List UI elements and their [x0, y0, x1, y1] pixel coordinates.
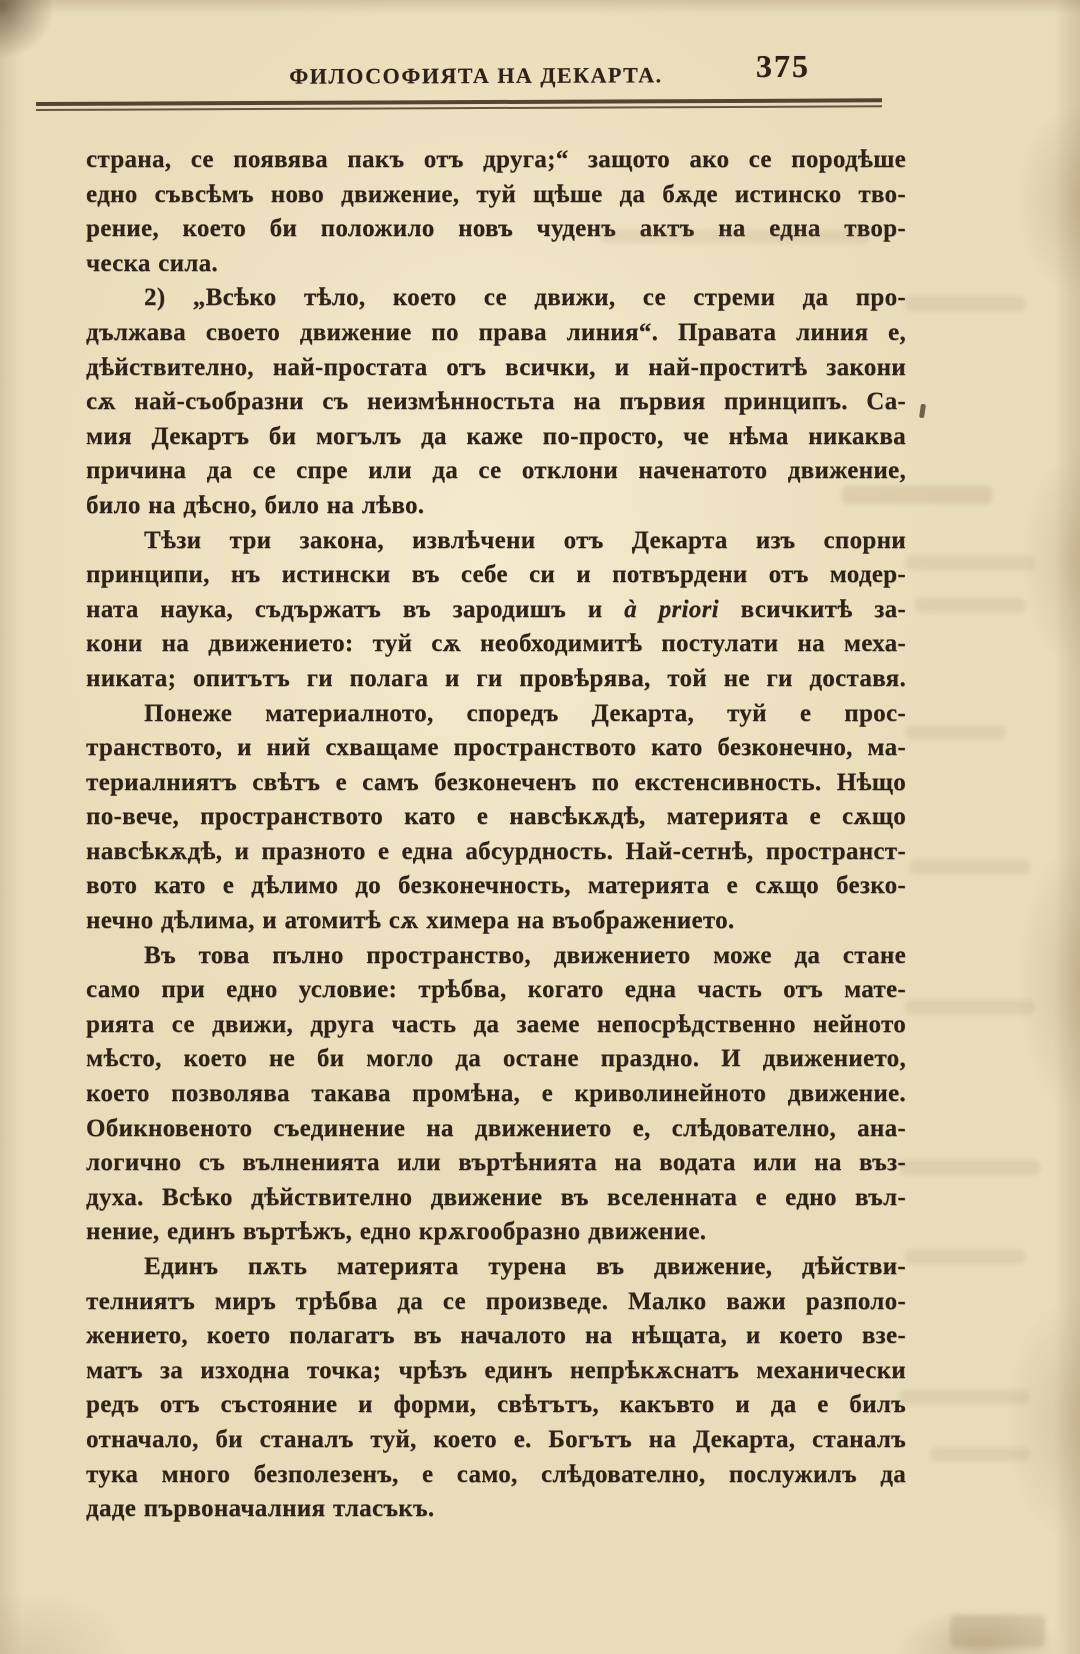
paragraph-6: [86, 1250, 906, 1527]
text-line: рията се движи, друга часть да заеме непосрѣдственно нейното: [86, 1010, 906, 1038]
text-line: дѣйствително, най-простата отъ всички, и най-проститѣ закони: [86, 353, 906, 381]
latin-phrase: à priori: [624, 595, 719, 623]
header-divider-rule: [36, 98, 882, 111]
ink-bleedthrough: [930, 1448, 1030, 1461]
text-line: мия Декартъ би могълъ да каже по-просто, че нѣма никаква: [86, 422, 906, 450]
paragraph-4: [86, 697, 906, 939]
text-line: Понеже материалното, споредъ Декарта, туй е прос-: [144, 699, 906, 727]
text-line: даде първоначалния тласъкъ.: [86, 1495, 435, 1523]
text-line: Въ това пълно пространство, движението може да стане: [144, 941, 906, 969]
text-line: кони на движението: туй сѫ необходимитѣ постулати на меха-: [86, 630, 906, 658]
paragraph-3: [86, 524, 906, 697]
text-line: сѫ най-съобразни съ неизмѣнностьта на първия принципъ. Са-: [86, 388, 906, 416]
ink-bleedthrough: [905, 296, 1025, 311]
text-line: териалниятъ свѣтъ е самъ безконеченъ по екстенсивность. Нѣщо: [86, 768, 906, 796]
text-line: едно съвсѣмъ ново движение, туй щѣше да бѫде истинско тво-: [86, 180, 906, 208]
text-line: телниятъ миръ трѣбва да се произведе. Малко важи разполо-: [86, 1287, 906, 1315]
text-line: само при едно условие: трѣбва, когато една часть отъ мате-: [86, 976, 906, 1004]
ink-bleedthrough: [905, 1000, 1035, 1014]
text-segment: ната наука, съдържатъ въ зародишъ и: [86, 595, 603, 623]
text-line: отначало, би станалъ туй, което е. Богътъ на Декарта, станалъ: [86, 1425, 906, 1453]
text-line: нение, единъ въртѣжъ, едно крѫгообразно движение.: [86, 1218, 707, 1246]
ink-bleedthrough: [910, 860, 1030, 874]
running-head-title: ФИЛОСОФИЯТА НА ДЕКАРТА.: [289, 62, 663, 89]
text-line: вото като е дѣлимо до безконечность, материята е сѫщо безко-: [86, 872, 906, 900]
text-line: никата; опитътъ ги полага и ги провѣрява, той не ги доставя.: [86, 664, 906, 692]
ink-bleedthrough: [900, 1160, 1040, 1175]
text-line-with-latin: [86, 593, 906, 628]
ink-bleedthrough: [900, 1390, 1030, 1404]
text-line: Тѣзи три закона, извлѣчени отъ Декарта изъ спорни: [144, 526, 906, 554]
ink-bleedthrough: [905, 726, 1005, 739]
text-line: Единъ пѫть материята турена въ движение, дѣйстви-: [144, 1253, 906, 1280]
text-line: причина да се спре или да се отклони наченатото движение,: [86, 457, 906, 485]
text-line: тука много безполезенъ, е само, слѣдователно, послужилъ да: [86, 1460, 906, 1488]
ink-bleedthrough: [905, 556, 1035, 570]
text-line: което позволява такава промѣна, е криволинейното движение.: [86, 1080, 906, 1108]
text-line: нечно дѣлима, и атомитѣ сѫ химера на въображението.: [86, 907, 735, 935]
text-line: страна, се появява пакъ отъ друга;“ защото ако се породѣше: [86, 146, 906, 173]
text-line: дължава своето движение по права линия“. Правата линия е,: [86, 318, 906, 346]
text-line: ческа сила.: [86, 249, 218, 277]
text-line: навсѣкѫдѣ, и празното е една абсурдность. Най-сетнѣ, пространст-: [86, 837, 906, 865]
text-line: матъ за изходна точка; чрѣзъ единъ непрѣкѫснатъ механически: [86, 1356, 906, 1384]
text-line: мѣсто, което не би могло да остане праздно. И движението,: [86, 1045, 906, 1073]
text-line: логично съ вълненията или въртѣнията на водата или на въз-: [86, 1149, 906, 1177]
text-line: редъ отъ състояние и форми, свѣтътъ, какъвто и да е билъ: [86, 1391, 906, 1419]
page-number: 375: [756, 48, 810, 84]
text-line: 2) „Всѣко тѣло, което се движи, се стреми да про-: [144, 284, 906, 312]
text-line: рение, което би положило новъ чуденъ актъ на една твор-: [86, 215, 906, 243]
text-line: духа. Всѣко дѣйствително движение въ вселенната е едно въл-: [86, 1183, 906, 1211]
text-segment: всичкитѣ за-: [740, 595, 906, 623]
text-line: транството, и ний схващаме пространството като безконечно, ма-: [86, 734, 906, 762]
text-line: по-вече, пространството като е навсѣкѫдѣ, материята е сѫщо: [86, 803, 906, 831]
paragraph-1: [86, 143, 906, 281]
text-line: било на дѣсно, било на лѣво.: [86, 491, 425, 519]
ink-speck: [919, 404, 926, 419]
ink-bleedthrough: [915, 598, 1025, 612]
page-text: [86, 143, 906, 1527]
text-line: принципи, нъ истински въ себе си и потвърдени отъ модер-: [86, 561, 906, 589]
text-line: жението, което полагатъ въ началото на нѣщата, и което взе-: [86, 1322, 906, 1350]
text-line: Обикновеното съединение на движението е, слѣдователно, ана-: [86, 1114, 906, 1142]
ink-bleedthrough: [905, 1250, 1025, 1264]
paragraph-5: [86, 939, 906, 1250]
paragraph-2: [86, 281, 906, 523]
paper-stain: [950, 1615, 1045, 1647]
